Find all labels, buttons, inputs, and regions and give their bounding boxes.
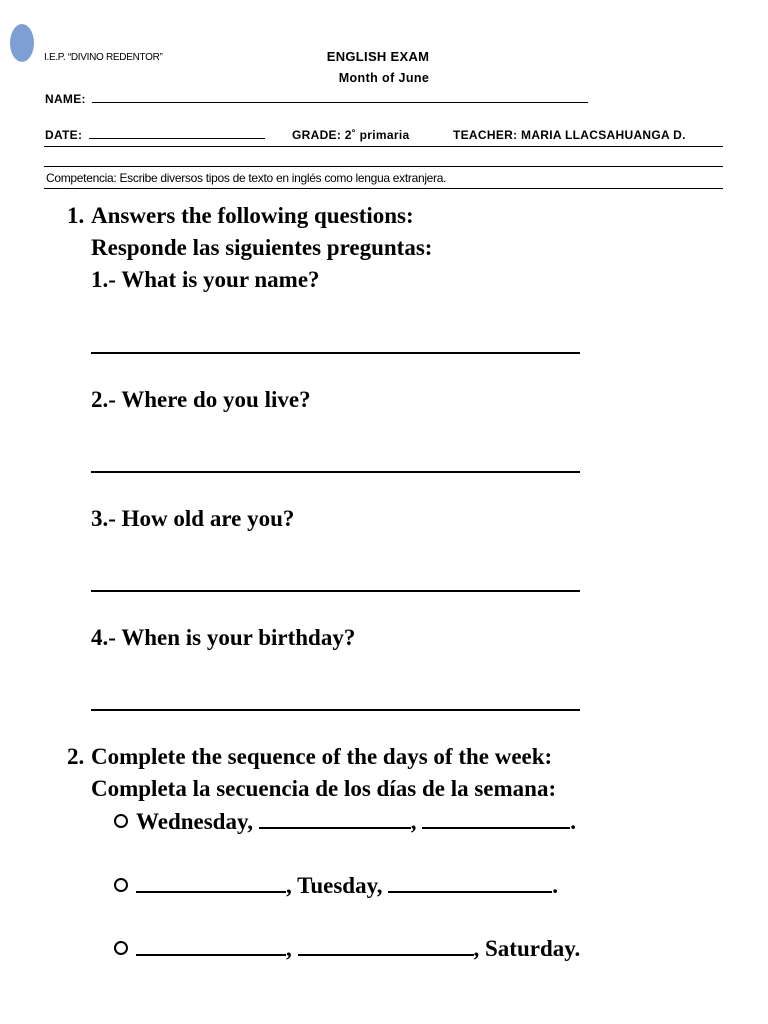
question-3: 3.- How old are you?: [91, 506, 295, 531]
answer-line-1[interactable]: [91, 352, 580, 354]
section1-title-en: Answers the following questions:: [91, 203, 414, 228]
day-wednesday: Wednesday,: [136, 809, 253, 834]
name-label: NAME:: [45, 92, 86, 106]
bullet-icon: [114, 878, 128, 892]
school-name: I.E.P. “DIVINO REDENTOR”: [44, 52, 163, 63]
competencia-top-rule: [44, 166, 723, 167]
header-divider: [44, 146, 723, 147]
day-tuesday: Tuesday,: [297, 873, 383, 898]
bullet-icon: [114, 941, 128, 955]
exam-title: ENGLISH EXAM: [326, 49, 430, 64]
date-row: [45, 128, 265, 142]
blank-3b[interactable]: [298, 938, 474, 956]
section2-title-en: Complete the sequence of the days of the week:: [91, 744, 553, 769]
competencia-bottom-rule: [44, 188, 723, 189]
grade-label: GRADE: 2˚ primaria: [292, 128, 410, 142]
blank-2a[interactable]: [136, 875, 286, 893]
blank-1b[interactable]: [422, 811, 570, 829]
sequence-item-2: , Tuesday, .: [114, 873, 558, 899]
teacher-label: TEACHER: MARIA LLACSAHUANGA D.: [453, 128, 686, 142]
question-4: 4.- When is your birthday?: [91, 625, 356, 650]
day-saturday: Saturday.: [485, 936, 581, 961]
question-1: 1.- What is your name?: [91, 267, 320, 292]
exam-month: Month of June: [338, 71, 430, 85]
section1-number: 1.: [67, 203, 85, 228]
section2-title-es: Completa la secuencia de los días de la semana:: [91, 776, 557, 801]
section2-number: 2.: [67, 744, 85, 769]
blank-1a[interactable]: [259, 811, 411, 829]
date-label: DATE:: [45, 128, 83, 142]
question-2: 2.- Where do you live?: [91, 387, 311, 412]
blank-2b[interactable]: [388, 875, 552, 893]
sequence-item-3: , , Saturday.: [114, 936, 580, 962]
section1-title-es: Responde las siguientes preguntas:: [91, 235, 433, 260]
bullet-icon: [114, 814, 128, 828]
competencia-text: Competencia: Escribe diversos tipos de texto en inglés como lengua extranjera.: [46, 171, 447, 185]
sequence-item-1: Wednesday, , .: [114, 809, 576, 835]
answer-line-4[interactable]: [91, 709, 580, 711]
blank-3a[interactable]: [136, 938, 286, 956]
answer-line-3[interactable]: [91, 590, 580, 592]
name-row: [45, 92, 588, 106]
name-field-line[interactable]: [92, 92, 588, 103]
date-field-line[interactable]: [89, 128, 265, 139]
answer-line-2[interactable]: [91, 471, 580, 473]
